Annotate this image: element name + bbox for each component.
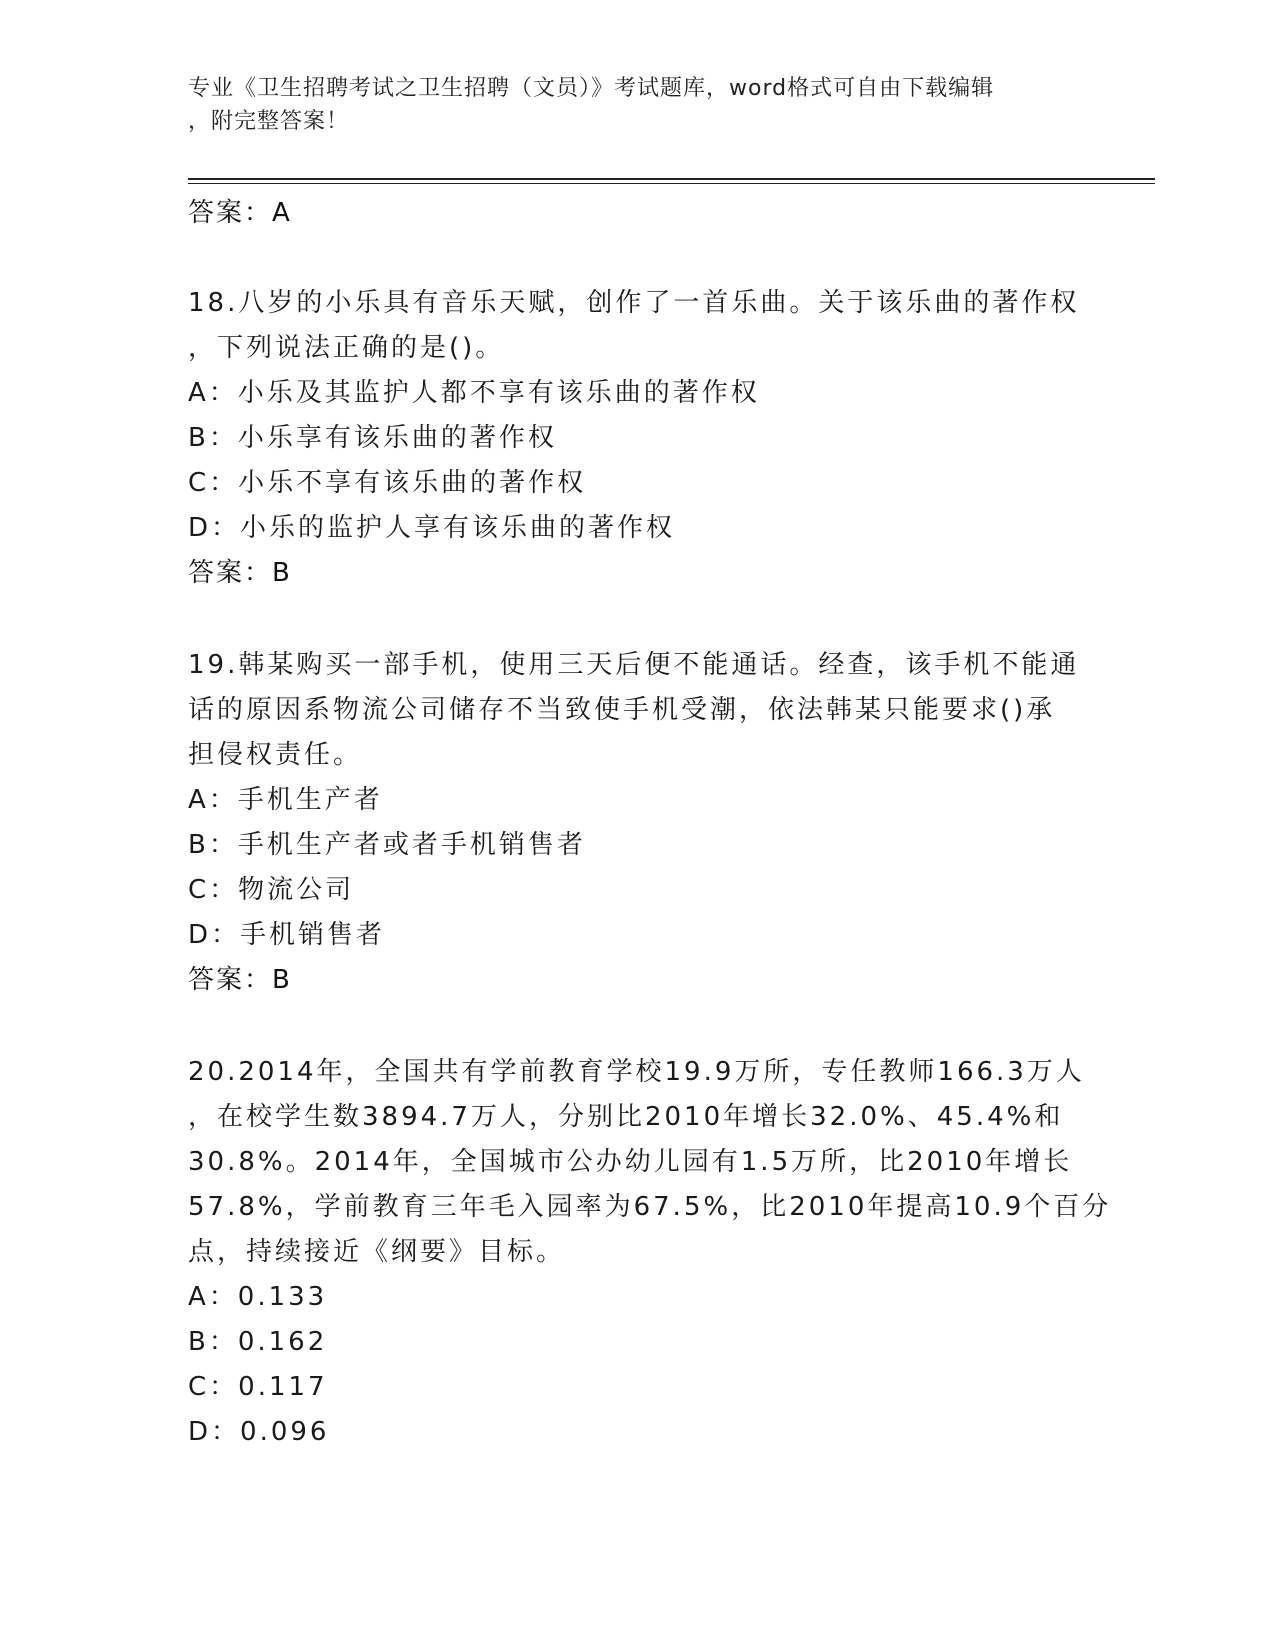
header-line-1: 专业《卫生招聘考试之卫生招聘（文员）》考试题库，word格式可自由下载编辑: [188, 76, 995, 101]
q19-answer: 答案：B: [188, 965, 292, 995]
q20-stem-line-2: ，在校学生数3894.7万人，分别比2010年增长32.0%、45.4%和: [188, 1102, 1064, 1132]
q18-option-d: D：小乐的监护人享有该乐曲的著作权: [188, 513, 676, 543]
q20-option-d: D：0.096: [188, 1417, 330, 1447]
q18-option-b: B：小乐享有该乐曲的著作权: [188, 423, 557, 453]
q19-option-c: C：物流公司: [188, 875, 355, 905]
q20-stem-line-1: 20.2014年，全国共有学前教育学校19.9万所，专任教师166.3万人: [188, 1057, 1085, 1087]
q20-option-c: C：0.117: [188, 1372, 328, 1402]
previous-answer: 答案：A: [188, 198, 292, 228]
q20-stem-line-3: 30.8%。2014年，全国城市公办幼儿园有1.5万所，比2010年增长: [188, 1147, 1073, 1177]
q18-answer: 答案：B: [188, 558, 292, 588]
q20-stem-line-5: 点，持续接近《纲要》目标。: [188, 1237, 566, 1267]
q19-stem-line-3: 担侵权责任。: [188, 740, 363, 770]
q18-stem-line-1: 18.八岁的小乐具有音乐天赋，创作了一首乐曲。关于该乐曲的著作权: [188, 288, 1080, 318]
q19-option-b: B：手机生产者或者手机销售者: [188, 830, 586, 860]
q18-option-c: C：小乐不享有该乐曲的著作权: [188, 468, 587, 498]
q19-option-a: A：手机生产者: [188, 785, 383, 815]
q19-stem-line-2: 话的原因系物流公司储存不当致使手机受潮，依法韩某只能要求()承: [188, 695, 1056, 725]
q19-option-d: D：手机销售者: [188, 920, 386, 950]
q20-option-a: A：0.133: [188, 1282, 328, 1312]
q19-stem-line-1: 19.韩某购买一部手机，使用三天后便不能通话。经查，该手机不能通: [188, 650, 1080, 680]
q20-stem-line-4: 57.8%，学前教育三年毛入园率为67.5%，比2010年提高10.9个百分: [188, 1192, 1112, 1222]
q18-option-a: A：小乐及其监护人都不享有该乐曲的著作权: [188, 378, 760, 408]
q18-stem-line-2: ，下列说法正确的是()。: [188, 333, 505, 363]
header-line-2: ，附完整答案！: [188, 109, 350, 134]
header-divider: [188, 178, 1155, 184]
document-header: [188, 72, 1068, 138]
q20-option-b: B：0.162: [188, 1327, 328, 1357]
